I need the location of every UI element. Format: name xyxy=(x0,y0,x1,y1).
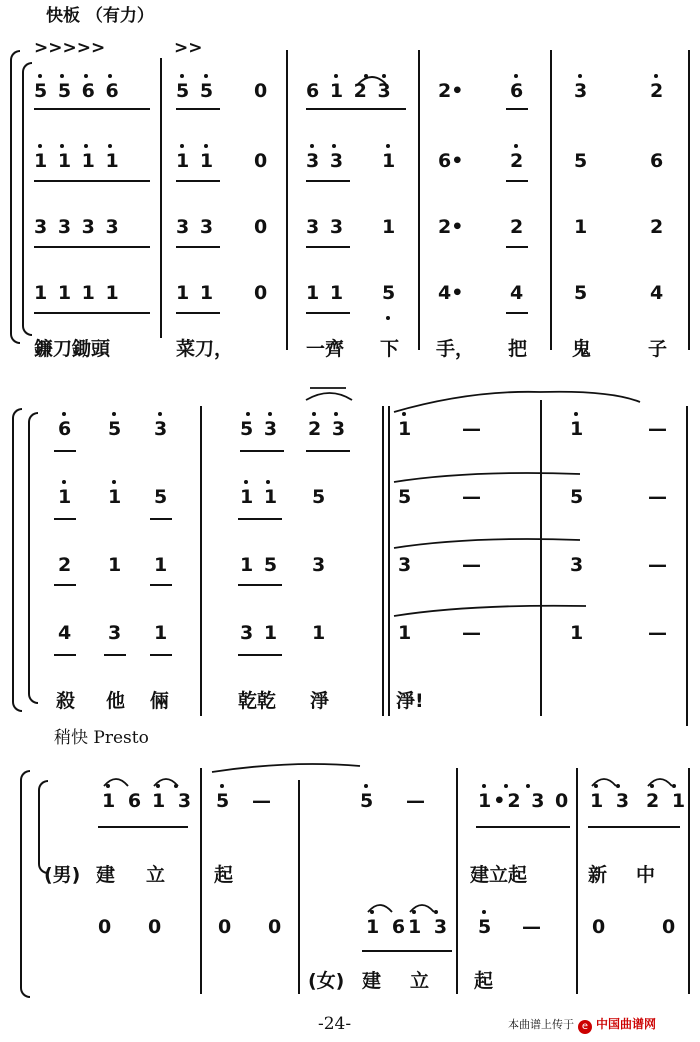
note-group: 1 1 xyxy=(176,150,216,172)
note: 3 xyxy=(398,554,412,576)
voice-label-female: (女) xyxy=(308,970,345,992)
note-group: 1 6 xyxy=(366,916,409,938)
note-rest: 0 xyxy=(218,916,232,938)
note-group: 1 5 xyxy=(240,554,280,576)
note-group: 5 5 xyxy=(176,80,216,102)
note: 2 xyxy=(510,150,524,172)
note-rest: 0 xyxy=(98,916,112,938)
note: 2• xyxy=(438,216,464,238)
lyric: 殺 xyxy=(56,690,76,712)
note: 6 xyxy=(58,418,72,440)
note-rest: 0 xyxy=(268,916,282,938)
accent-marks: >> xyxy=(174,38,203,58)
note: 1 xyxy=(382,216,396,238)
note-group: 3 3 xyxy=(176,216,216,238)
note: 3 xyxy=(570,554,584,576)
note: 2 xyxy=(58,554,72,576)
note-dash: — xyxy=(462,622,481,644)
accent-marks: >>>>> xyxy=(34,38,106,58)
note: 1 xyxy=(398,418,412,440)
note: 1 xyxy=(398,622,412,644)
note: 1 xyxy=(574,216,588,238)
note: 5 xyxy=(382,282,396,304)
lyric: 手， xyxy=(436,338,475,360)
note-dash: — xyxy=(648,486,667,508)
lyric: 建 xyxy=(362,970,382,992)
note-dash: — xyxy=(648,622,667,644)
slur xyxy=(306,393,352,400)
lyric: 菜刀， xyxy=(176,338,234,360)
note: 2 xyxy=(510,216,524,238)
lyric: 把 xyxy=(508,338,528,360)
tie xyxy=(212,764,360,772)
note-group: 3 3 xyxy=(306,216,346,238)
note-dash: — xyxy=(252,790,271,812)
tie xyxy=(394,473,580,482)
note-group: 3 3 3 3 xyxy=(34,216,121,238)
note: 6• xyxy=(438,150,464,172)
note-group: 2 1 xyxy=(646,790,689,812)
note-group: 1 1 1 1 xyxy=(34,150,121,172)
tempo-marking-presto: 稍快 Presto xyxy=(54,728,149,748)
note: 1 xyxy=(570,418,584,440)
note: 6 xyxy=(510,80,524,102)
note-group: 2 3 xyxy=(308,418,348,440)
note: 5 xyxy=(574,150,588,172)
note-group: 3 1 xyxy=(240,622,280,644)
lyric: 新 xyxy=(588,864,608,886)
note: 4• xyxy=(438,282,464,304)
note: 2 xyxy=(650,80,664,102)
note-group: 1•2 3 0 xyxy=(478,790,571,812)
note: 5 xyxy=(360,790,374,812)
logo-icon: e xyxy=(578,1016,592,1034)
lyric: 倆 xyxy=(150,690,170,712)
lyric: 建 xyxy=(96,864,116,886)
note-group: 1 3 xyxy=(152,790,195,812)
lyric: 一齊 xyxy=(306,338,345,360)
note: 1 xyxy=(382,150,396,172)
lyric: 淨! xyxy=(396,690,424,712)
note: 4 xyxy=(510,282,524,304)
lyric: 下 xyxy=(380,338,400,360)
note-group: 1 3 xyxy=(590,790,633,812)
note: 4 xyxy=(58,622,72,644)
note: 2 xyxy=(650,216,664,238)
note-dash: — xyxy=(462,418,481,440)
note-dash: — xyxy=(406,790,425,812)
lyric: 起 xyxy=(214,864,234,886)
note-rest: 0 xyxy=(148,916,162,938)
note: 5 xyxy=(108,418,122,440)
note-dash: — xyxy=(648,418,667,440)
note: 5 xyxy=(154,486,168,508)
note-dash: — xyxy=(462,554,481,576)
note: 5 xyxy=(312,486,326,508)
note-rest: 0 xyxy=(254,150,268,172)
note-group: 1 3 xyxy=(408,916,451,938)
note-dash: — xyxy=(462,486,481,508)
lyric: 中 xyxy=(636,864,656,886)
footer-logo: 中国曲谱网 xyxy=(596,1017,657,1031)
note: 5 xyxy=(574,282,588,304)
note-group: 5 3 xyxy=(240,418,280,440)
tie xyxy=(394,392,640,412)
lyric: 鬼 xyxy=(572,338,592,360)
lyric: 淨 xyxy=(310,690,330,712)
note-rest: 0 xyxy=(254,282,268,304)
voice-label-male: (男) xyxy=(44,864,81,886)
note-dash: — xyxy=(522,916,541,938)
note: 1 xyxy=(154,554,168,576)
lyric: 建立起 xyxy=(470,864,528,886)
lyric: 立 xyxy=(146,864,166,886)
note-group: 3 3 xyxy=(306,150,346,172)
note: 2• xyxy=(438,80,464,102)
note-rest: 0 xyxy=(592,916,606,938)
note-group: 1 6 xyxy=(102,790,145,812)
tie xyxy=(394,539,580,548)
note: 1 xyxy=(108,554,122,576)
note: 1 xyxy=(312,622,326,644)
note-group: 5 5 6 6 xyxy=(34,80,121,102)
note: 6 xyxy=(650,150,664,172)
note-rest: 0 xyxy=(254,80,268,102)
note: 1 xyxy=(154,622,168,644)
tie xyxy=(394,606,586,616)
note: 3 xyxy=(574,80,588,102)
note: 5 xyxy=(570,486,584,508)
note-rest: 0 xyxy=(662,916,676,938)
note: 3 xyxy=(108,622,122,644)
note: 1 xyxy=(570,622,584,644)
note: 5 xyxy=(216,790,230,812)
note: 5 xyxy=(478,916,492,938)
note: 3 xyxy=(154,418,168,440)
note: 3 xyxy=(312,554,326,576)
note-rest: 0 xyxy=(254,216,268,238)
note-group: 1 1 xyxy=(176,282,216,304)
lyric: 立 xyxy=(410,970,430,992)
slur xyxy=(358,77,386,84)
note-group: 1 1 xyxy=(240,486,280,508)
note: 1 xyxy=(58,486,72,508)
note: 4 xyxy=(650,282,664,304)
lyric: 鐮刀鋤頭 xyxy=(34,338,111,360)
note-dash: — xyxy=(648,554,667,576)
note-group: 1 1 1 1 xyxy=(34,282,121,304)
note: 5 xyxy=(398,486,412,508)
lyric: 乾乾 xyxy=(238,690,277,712)
page-number: -24- xyxy=(318,1014,352,1034)
lyric: 他 xyxy=(106,690,126,712)
lyric: 子 xyxy=(648,338,668,360)
tempo-marking-allegro: 快板 （有力） xyxy=(46,6,154,26)
lyric: 起 xyxy=(474,970,494,992)
note-group: 1 1 xyxy=(306,282,346,304)
note-group: 6 1 2 3 xyxy=(306,80,393,102)
footer-text: 本曲谱上传于 xyxy=(508,1019,574,1031)
note: 1 xyxy=(108,486,122,508)
